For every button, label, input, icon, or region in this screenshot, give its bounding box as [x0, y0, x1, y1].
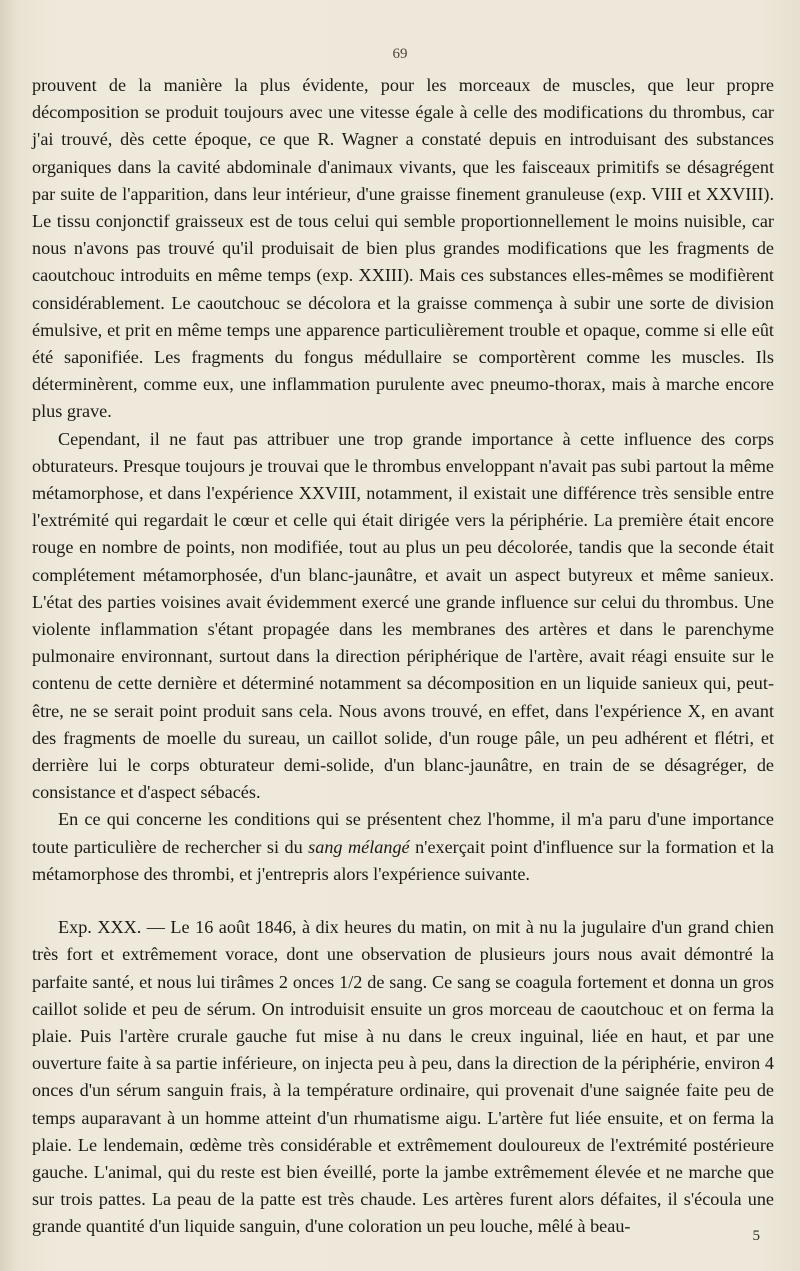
signature-mark: 5: [752, 1228, 760, 1244]
body-text: [32, 72, 774, 1241]
paragraph-2: Cependant, il ne faut pas attribuer une trop grande importance à cette influence des corps obturateurs. Presque toujours je trouvai que le thrombus enveloppant n'avait pas subi partout la même métamorphose, et dans l'expérience XXVIII, notamment, il existait une différence très sensible entre l'extrémité qui regardait le cœur et celle qui était dirigée vers la périphérie. La première était encore rouge en nombre de points, non modifiée, tout au plus un peu décolorée, tandis que la seconde était complétement métamorphosée, d'un blanc-jaunâtre, et avait un aspect butyreux et même sanieux. L'état des parties voisines avait évidemment exercé une grande influence sur celui du thrombus. Une violente inflammation s'étant propagée dans les membranes des artères et dans le parenchyme pulmonaire environnant, surtout dans la direction périphérique de l'artère, avait réagi ensuite sur le contenu de cette dernière et déterminé notamment sa décomposition en un liquide sanieux qui, peut-être, ne se serait point produit sans cela. Nous avons trouvé, en effet, dans l'expérience X, en avant des fragments de moelle du sureau, un caillot solide, d'un rouge pâle, un peu adhérent et flétri, et derrière lui le corps obturateur demi-solide, d'un blanc-jaunâtre, en train de se désagréger, de consistance et d'aspect sébacés.: [32, 428, 774, 803]
paragraph-experiment-xxx: Exp. XXX. — Le 16 août 1846, à dix heures du matin, on mit à nu la jugulaire d'un grand chien très fort et extrêmement vorace, dont une observation de plusieurs jours nous avait démontré la parfaite santé, et nous lui tirâmes 2 onces 1/2 de sang. Ce sang se coagula fortement et donna un gros caillot solide et peu de sérum. On introduisit ensuite un gros morceau de caoutchouc et on ferma la plaie. Puis l'artère crurale gauche fut mise à nu dans le creux inguinal, liée en haut, et par une ouverture faite à sa partie inférieure, on injecta peu à peu, dans la direction de la périphérie, environ 4 onces d'un sérum sanguin frais, à la température ordinaire, qui provenait d'une saignée faite peu de temps auparavant à un homme atteint d'un rhumatisme aigu. L'artère fut liée ensuite, et on ferma la plaie. Le lendemain, œdème très considérable et extrêmement douloureux de l'extrémité postérieure gauche. L'animal, qui du reste est bien éveillé, porte la jambe extrêmement élevée et ne marche que sur trois pattes. La peau de la patte est très chaude. Les artères furent alors défaites, il s'écoula une grande quantité d'un liquide sanguin, d'une coloration un peu louche, mêlé à beau-: [32, 917, 774, 1237]
emphasized-term: sang mélangé: [308, 836, 410, 857]
paragraph-3-text-after: n'exerçait point d'influence sur la formation et la métamorphose des thrombi, et j'entrepris alors l'expérience suivante.: [32, 836, 774, 884]
paragraph-3-text-before: En ce qui concerne les conditions qui se présentent chez l'homme, il m'a paru d'une importance toute particulière de rechercher si du: [32, 809, 774, 857]
paragraph-1: prouvent de la manière la plus évidente, pour les morceaux de muscles, que leur propre décomposition se produit toujours avec une vitesse égale à celle des modifications du thrombus, car j'ai trouvé, dès cette époque, ce que R. Wagner a constaté depuis en introduisant des substances organiques dans la cavité abdominale d'animaux vivants, que les faisceaux primitifs se désagrégent par suite de l'apparition, dans leur intérieur, d'une graisse finement granuleuse (exp. VIII et XXVIII). Le tissu conjonctif graisseux est de tous celui qui semble proportionnellement le moins nuisible, car nous n'avons pas trouvé qu'il produisait de bien plus grandes modifications que les fragments de caoutchouc introduits en même temps (exp. XXIII). Mais ces substances elles-mêmes se modifièrent considérablement. Le caoutchouc se décolora et la graisse commença à subir une sorte de division émulsive, et prit en même temps une apparence particulièrement trouble et opaque, comme si elle eût été saponifiée. Les fragments du fongus médullaire se comportèrent comme les muscles. Ils déterminèrent, comme eux, une inflammation purulente avec pneumo-thorax, mais à marche encore plus grave.: [32, 75, 774, 422]
paragraph-3: [32, 806, 774, 888]
page-number: 69: [392, 46, 408, 62]
